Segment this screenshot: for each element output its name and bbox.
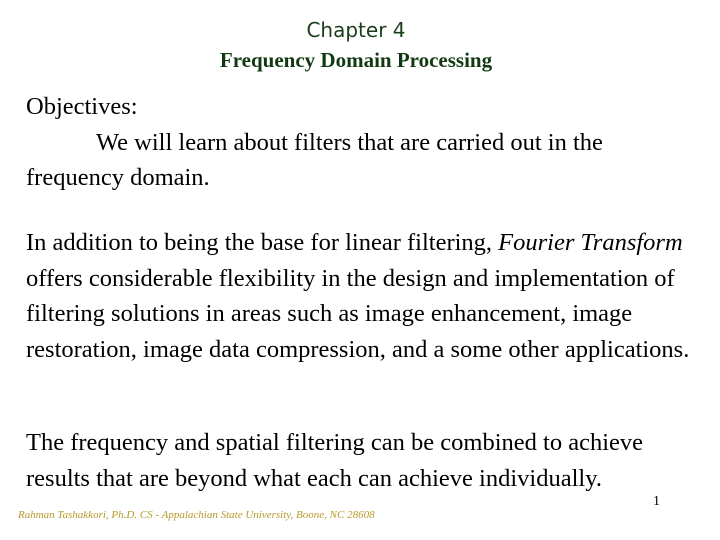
fourier-paragraph [26,225,698,367]
slide-title: Frequency Domain Processing [219,48,493,72]
fourier-paragraph-rest: offers considerable flexibility in the design and implementation of filtering solutions in areas such as image enhancement, image restoration, image data compression, and a some other applications. [26,264,690,363]
page-number: 1 [653,494,660,509]
objectives-text: We will learn about filters that are carried out in the frequency domain. [26,128,603,191]
objectives-block [26,89,698,196]
fourier-paragraph-intro: In addition to being the base for linear filtering, [26,229,499,256]
footer-credit: Rahman Tashakkori, Ph.D. CS - Appalachian State University, Boone, NC 28608 [18,509,375,521]
chapter-heading: Chapter 4 [306,18,406,42]
objectives-label: Objectives: [26,93,138,120]
fourier-transform-term: Fourier Transform [498,229,683,256]
combined-filtering-paragraph: The frequency and spatial filtering can be combined to achieve results that are beyond what each can achieve individually. [26,429,643,492]
